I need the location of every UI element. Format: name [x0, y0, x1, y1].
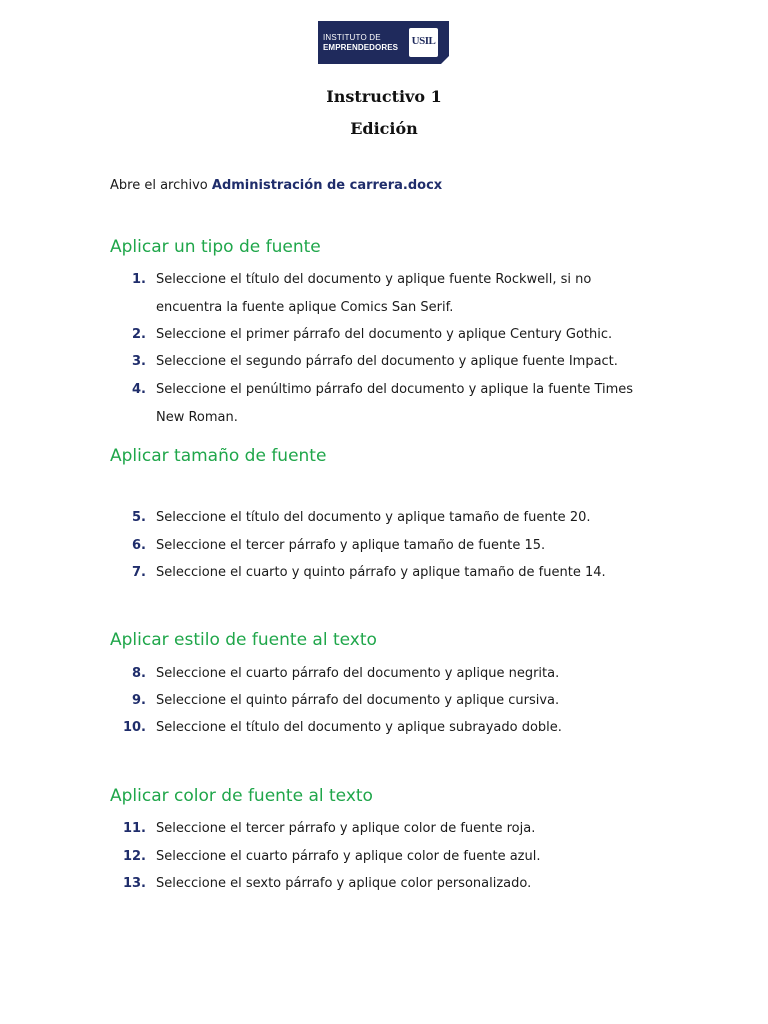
document-title: Instructivo 1: [326, 87, 442, 106]
list-number: 6.: [132, 538, 146, 553]
list-item: [110, 843, 650, 871]
list-item: [110, 660, 650, 688]
logo-line-1: INSTITUTO DE: [323, 33, 381, 42]
document-subtitle: Edición: [350, 119, 418, 138]
logo-corner: [441, 56, 449, 64]
file-name: Administración de carrera.docx: [211, 178, 443, 193]
list-item-text: Seleccione el tercer párrafo y aplique color de fuente roja.: [156, 821, 536, 836]
institute-logo: [318, 21, 449, 64]
list-number: 10.: [122, 720, 146, 735]
list-item: [110, 504, 650, 532]
seal-text: USIL: [411, 35, 436, 47]
list-number: 12.: [122, 849, 146, 864]
list-item: [110, 321, 650, 349]
list-item-text: Seleccione el sexto párrafo y aplique color personalizado.: [156, 876, 532, 891]
list-item-text: Seleccione el penúltimo párrafo del documento y aplique la fuente Times New Roman.: [156, 382, 634, 425]
list-item: [110, 559, 650, 587]
list-item-text: Seleccione el tercer párrafo y aplique tamaño de fuente 15.: [156, 538, 546, 553]
logo-line-2: EMPRENDEDORES: [323, 43, 399, 52]
list-item-text: Seleccione el segundo párrafo del documento y aplique fuente Impact.: [156, 354, 618, 369]
list-number: 9.: [132, 693, 146, 708]
list-item-text: Seleccione el primer párrafo del documento y aplique Century Gothic.: [156, 327, 613, 342]
intro-text: Abre el archivo: [110, 178, 212, 193]
section-heading-font-color: Aplicar color de fuente al texto: [110, 786, 373, 806]
list-number: 8.: [132, 666, 146, 681]
list-item-text: Seleccione el título del documento y aplique tamaño de fuente 20.: [156, 510, 591, 525]
list-number: 5.: [132, 510, 146, 525]
list-item-text: Seleccione el título del documento y aplique fuente Rockwell, si no encuentra la fuente aplique Comics San Serif.: [156, 272, 592, 315]
list-item: [110, 870, 650, 898]
section-heading-font-type: Aplicar un tipo de fuente: [110, 237, 321, 257]
list-number: 11.: [122, 821, 146, 836]
section-heading-font-style: Aplicar estilo de fuente al texto: [110, 630, 377, 650]
list-item-text: Seleccione el quinto párrafo del documento y aplique cursiva.: [156, 693, 560, 708]
list-item-text: Seleccione el cuarto y quinto párrafo y aplique tamaño de fuente 14.: [156, 565, 606, 580]
list-item: [110, 376, 650, 431]
list-number: 7.: [132, 565, 146, 580]
list-number: 2.: [132, 327, 146, 342]
list-item: [110, 815, 650, 843]
list-item: [110, 532, 650, 560]
list-item-text: Seleccione el título del documento y aplique subrayado doble.: [156, 720, 562, 735]
list-item: [110, 714, 650, 742]
list-item-text: Seleccione el cuarto párrafo y aplique color de fuente azul.: [156, 849, 541, 864]
list-number: 4.: [132, 382, 146, 397]
logo-text: [323, 33, 398, 53]
intro-line: [110, 178, 442, 193]
list-number: 3.: [132, 354, 146, 369]
list-item-text: Seleccione el cuarto párrafo del documento y aplique negrita.: [156, 666, 560, 681]
list-number: 13.: [122, 876, 146, 891]
list-item: [110, 687, 650, 715]
section-heading-font-size: Aplicar tamaño de fuente: [110, 446, 327, 466]
list-item: [110, 266, 650, 321]
list-item: [110, 348, 650, 376]
usil-seal-icon: [409, 28, 438, 57]
list-number: 1.: [132, 272, 146, 287]
